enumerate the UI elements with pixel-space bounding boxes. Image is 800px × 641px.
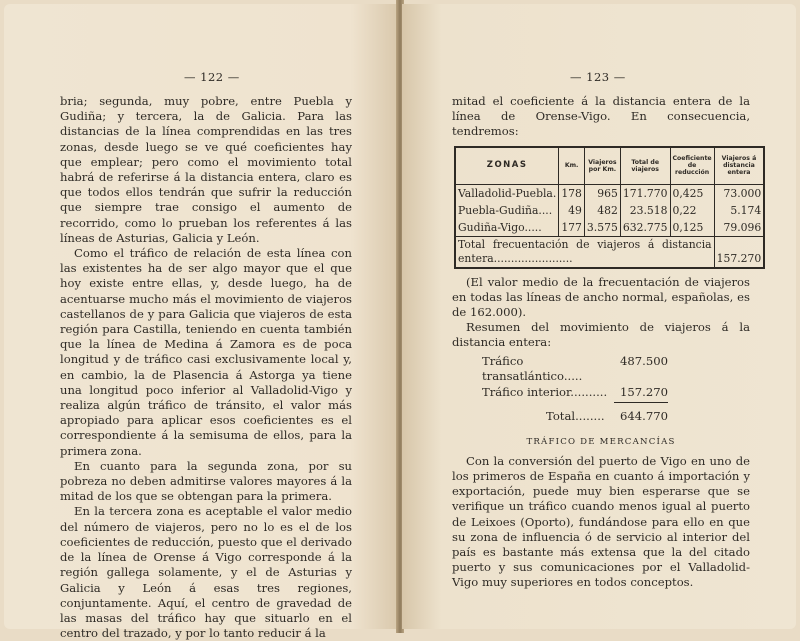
column-header: Total de viajeros bbox=[620, 147, 670, 185]
traffic-table bbox=[454, 146, 765, 269]
paragraph: Resumen del movimiento de viajeros á la distancia entera: bbox=[452, 320, 750, 350]
paragraph: bria; segunda, muy pobre, entre Puebla y Gudiña; y tercera, la de Galicia. Para las distancias de la línea comprendidas en las tres zonas, desde luego se ve qué coeficientes hay que emplear; pero como el movimiento total habrá de referirse á la distancia entera, claro es que todos ellos tendrán que sufrir la reducción que siempre trae consigo el aumento de recorrido, como lo prueban los referentes á las líneas de Asturias, Galicia y León. bbox=[60, 94, 352, 245]
summary-total-value: 644.770 bbox=[620, 409, 668, 424]
table-row bbox=[455, 184, 764, 202]
paragraph: Con la conversión del puerto de Vigo en uno de los primeros de España en cuanto á importación y exportación, puede muy bien esperarse que se verifique un tráfico cuando menos igual al puerto de Leixoes (Oporto), fundándose para ello en que su zona de influencia ó de servicio al interior del país es bastante más extensa que la del citado puerto y sus comunicaciones por el Valladolid-Vigo muy superiores en todos conceptos. bbox=[452, 453, 750, 590]
table-cell: 632.775 bbox=[620, 219, 670, 237]
column-header: Viajeros por Km. bbox=[584, 147, 620, 185]
table-cell: Valladolid-Puebla. bbox=[455, 184, 559, 202]
section-heading: TRÁFICO DE MERCANCÍAS bbox=[526, 436, 676, 447]
summary-row bbox=[482, 385, 668, 401]
table-cell: 5.174 bbox=[714, 202, 764, 219]
total-value: 157.270 bbox=[714, 236, 764, 268]
paragraph: (El valor medio de la frecuentación de viajeros en todas las líneas de ancho normal, españolas, es de 162.000). bbox=[452, 274, 750, 320]
right-page bbox=[402, 4, 796, 629]
summary-label: Tráfico transatlántico..... bbox=[482, 353, 583, 384]
right-page-text bbox=[452, 94, 762, 591]
table-cell: 965 bbox=[584, 184, 620, 202]
summary-total-row bbox=[482, 409, 668, 425]
table-cell: 79.096 bbox=[714, 219, 764, 237]
column-header: ZONAS bbox=[455, 147, 559, 185]
paragraph: En cuanto para la segunda zona, por su pobreza no deben admitirse valores mayores á la mitad de los que se obtengan para la primera. bbox=[60, 458, 352, 504]
table-cell: 73.000 bbox=[714, 184, 764, 202]
table-cell: 177 bbox=[559, 219, 585, 237]
table-cell: 3.575 bbox=[584, 219, 620, 237]
page-number: — 122 — bbox=[184, 70, 240, 84]
paragraph: En la tercera zona es aceptable el valor medio del número de viajeros, pero no lo es el de los coeficientes de reducción, puesto que el derivado de la línea de Orense á Vigo corresponde á la región gallega solamente, y el de Asturias y Galicia y León á esas tres regiones, conjuntamente. Aquí, el centro de gravedad de las masas del tráfico hay que situarlo en el centro del trazado, y por lo tanto reducir á la bbox=[60, 504, 352, 641]
table-row bbox=[455, 219, 764, 237]
paragraph: mitad el coeficiente á la distancia entera de la línea de Orense-Vigo. En consecuencia, tendremos: bbox=[452, 94, 750, 139]
summary-value: 157.270 bbox=[620, 384, 668, 399]
table-cell: 0,425 bbox=[670, 184, 714, 202]
summary-label: Tráfico interior.......... bbox=[482, 384, 608, 399]
summary-total-label: Total........ bbox=[546, 409, 605, 424]
table-cell: Puebla-Gudiña.... bbox=[455, 202, 559, 219]
table-cell: 0,125 bbox=[670, 219, 714, 237]
table-cell: Gudiña-Vigo..... bbox=[455, 219, 559, 237]
left-page-text bbox=[60, 94, 352, 641]
table-cell: 482 bbox=[584, 202, 620, 219]
table-cell: 49 bbox=[559, 202, 585, 219]
column-header: Viajeros á distancia entera bbox=[714, 147, 764, 185]
page-number: — 123 — bbox=[570, 70, 626, 84]
table-row bbox=[455, 202, 764, 219]
left-page bbox=[4, 4, 398, 641]
column-header: Coeficiente de reducción bbox=[670, 147, 714, 185]
summary-value: 487.500 bbox=[620, 353, 668, 368]
summary-row bbox=[482, 354, 668, 385]
table-cell: 23.518 bbox=[620, 202, 670, 219]
summary-list bbox=[482, 354, 668, 425]
table-cell: 178 bbox=[559, 184, 585, 202]
table-cell: 171.770 bbox=[620, 184, 670, 202]
table-header-row bbox=[455, 147, 764, 185]
table-cell: 0,22 bbox=[670, 202, 714, 219]
table-total-row bbox=[455, 236, 764, 268]
paragraph: Como el tráfico de relación de esta línea con las existentes ha de ser algo mayor que el que hoy existe entre ellas, y, desde luego, ha de acentuarse mucho más el movimiento de viajeros castellanos de y para Galicia que viajeros de esta región para Castilla, teniendo en cuenta también que la línea de Medina á Zamora es de poca longitud y de tráfico casi exclusivamente local y, en cambio, la de Plasencia á Astorga ya tiene una longitud poco inferior al Valladolid-Vigo y realiza algún tráfico de tránsito, el valor más apropiado para aplicar esos coeficientes es el correspondiente á la semisuma de ellos, para la primera zona. bbox=[60, 246, 352, 458]
total-label: Total frecuentación de viajeros á distancia entera....................... bbox=[455, 236, 714, 268]
sum-rule bbox=[614, 402, 668, 403]
column-header: Km. bbox=[559, 147, 585, 185]
